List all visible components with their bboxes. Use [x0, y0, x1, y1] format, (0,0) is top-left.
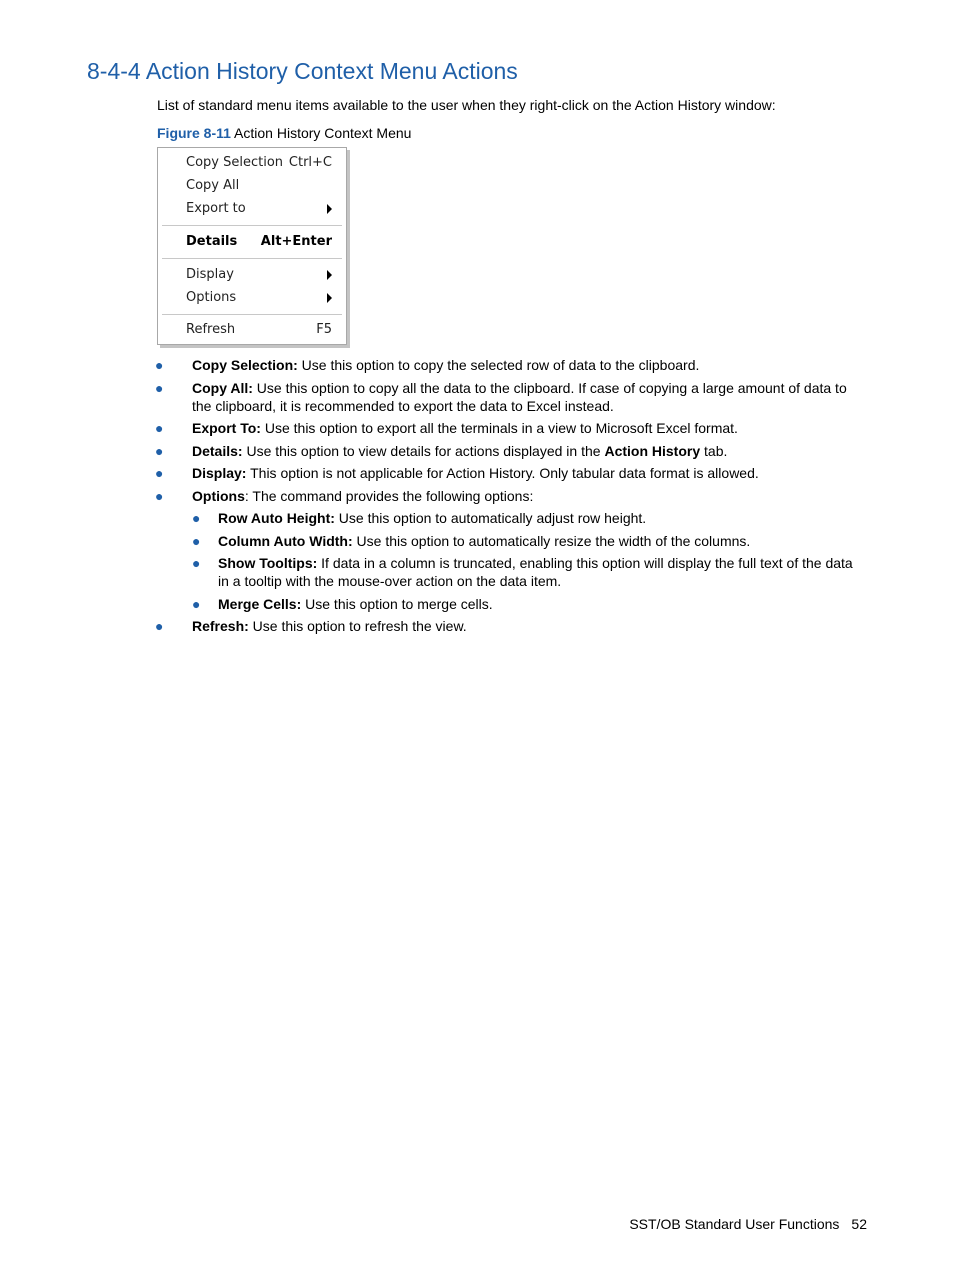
- menu-item-label: Copy Selection: [186, 155, 284, 170]
- menu-item-label: Copy All: [186, 178, 240, 193]
- menu-item-copy-all[interactable]: [186, 176, 332, 196]
- item-term: Details:: [192, 442, 243, 459]
- section-heading: 8-4-4 Action History Context Menu Actions: [87, 58, 518, 84]
- bullet-icon: ●: [192, 595, 201, 612]
- bullet-icon: ●: [155, 618, 164, 634]
- sublist-item-show-tooltips: [192, 554, 867, 590]
- bullet-icon: ●: [155, 357, 164, 373]
- list-item-refresh: [155, 617, 867, 635]
- page-number: 52: [851, 1216, 867, 1232]
- bullet-icon: ●: [155, 379, 164, 396]
- item-text-after: tab.: [700, 442, 728, 459]
- menu-item-label: Refresh: [186, 322, 236, 337]
- item-text: : The command provides the following options:: [244, 487, 534, 504]
- menu-separator: [162, 258, 342, 260]
- list-item-details: [155, 442, 867, 460]
- menu-item-shortcut: F5: [316, 322, 332, 337]
- footer-section: SST/OB Standard User Functions: [629, 1216, 840, 1232]
- list-item-export-to: [155, 419, 867, 437]
- item-term: Row Auto Height:: [218, 510, 335, 526]
- figure-title: Action History Context Menu: [234, 125, 412, 141]
- list-item-copy-selection: [155, 356, 867, 374]
- item-text: Use this option to view details for actions displayed in the: [242, 442, 605, 459]
- submenu-arrow-icon: [327, 293, 332, 303]
- menu-item-export-to[interactable]: [186, 199, 332, 219]
- menu-item-label: Export to: [186, 201, 246, 216]
- menu-item-details[interactable]: [186, 232, 332, 252]
- item-term: Copy All:: [192, 379, 253, 396]
- item-text: If data in a column is truncated, enabling this option will display the full text of the data in a tooltip with the mouse-over action on the data item.: [218, 555, 853, 589]
- sublist-item-merge-cells: [192, 595, 867, 613]
- menu-item-label: Display: [186, 267, 234, 282]
- item-text: Use this option to automatically adjust row height.: [334, 510, 647, 526]
- page-footer: [500, 1216, 867, 1232]
- menu-item-copy-selection[interactable]: [186, 153, 332, 173]
- submenu-arrow-icon: [327, 270, 332, 280]
- bullet-icon: ●: [192, 532, 201, 549]
- menu-item-label: Details: [186, 234, 238, 249]
- bullet-icon: ●: [192, 510, 201, 526]
- item-term: Refresh:: [192, 618, 249, 634]
- figure-label: Figure 8-11: [157, 125, 231, 141]
- item-inline-bold: Action History: [604, 442, 701, 459]
- item-text: This option is not applicable for Action History. Only tabular data format is allowed.: [246, 465, 759, 481]
- item-term: Export To:: [192, 420, 261, 436]
- menu-separator: [162, 314, 342, 316]
- menu-item-shortcut: Alt+Enter: [260, 234, 332, 249]
- figure-caption: [157, 125, 411, 141]
- sublist-item-row-auto-height: [192, 509, 867, 527]
- item-text: Use this option to automatically resize the width of the columns.: [352, 532, 751, 549]
- item-text: Use this option to export all the terminals in a view to Microsoft Excel format.: [260, 420, 738, 436]
- bullet-icon: ●: [155, 442, 164, 459]
- intro-paragraph: List of standard menu items available to the user when they right-click on the Action History window:: [157, 97, 776, 113]
- menu-separator: [162, 225, 342, 227]
- item-term: Copy Selection:: [192, 357, 298, 373]
- menu-item-display[interactable]: [186, 265, 332, 285]
- sublist-item-column-auto-width: [192, 532, 867, 550]
- item-term: Merge Cells:: [218, 595, 302, 612]
- item-term: Display:: [192, 465, 247, 481]
- menu-item-shortcut: Ctrl+C: [288, 155, 332, 170]
- list-item-copy-all: [155, 379, 867, 415]
- menu-item-refresh[interactable]: [186, 320, 332, 340]
- item-term: Options: [192, 487, 245, 504]
- list-item-options: [155, 487, 867, 613]
- item-text: Use this option to copy the selected row of data to the clipboard.: [297, 357, 700, 373]
- bullet-icon: ●: [192, 555, 201, 571]
- context-menu: [157, 147, 347, 345]
- menu-item-label: Options: [186, 290, 237, 305]
- bullet-icon: ●: [155, 420, 164, 436]
- item-text: Use this option to merge cells.: [301, 595, 493, 612]
- bullet-icon: ●: [155, 487, 164, 504]
- menu-item-options[interactable]: [186, 288, 332, 308]
- item-text: Use this option to refresh the view.: [248, 618, 467, 634]
- list-item-display: [155, 464, 867, 482]
- options-sublist: [192, 509, 867, 613]
- item-term: Column Auto Width:: [218, 532, 353, 549]
- menu-actions-list: [155, 356, 867, 640]
- bullet-icon: ●: [155, 465, 164, 481]
- item-term: Show Tooltips:: [218, 555, 318, 571]
- item-text: Use this option to copy all the data to the clipboard. If case of copying a large amount of data to the clipboard, it is recommended to export the data to Excel instead.: [192, 379, 847, 414]
- submenu-arrow-icon: [327, 204, 332, 214]
